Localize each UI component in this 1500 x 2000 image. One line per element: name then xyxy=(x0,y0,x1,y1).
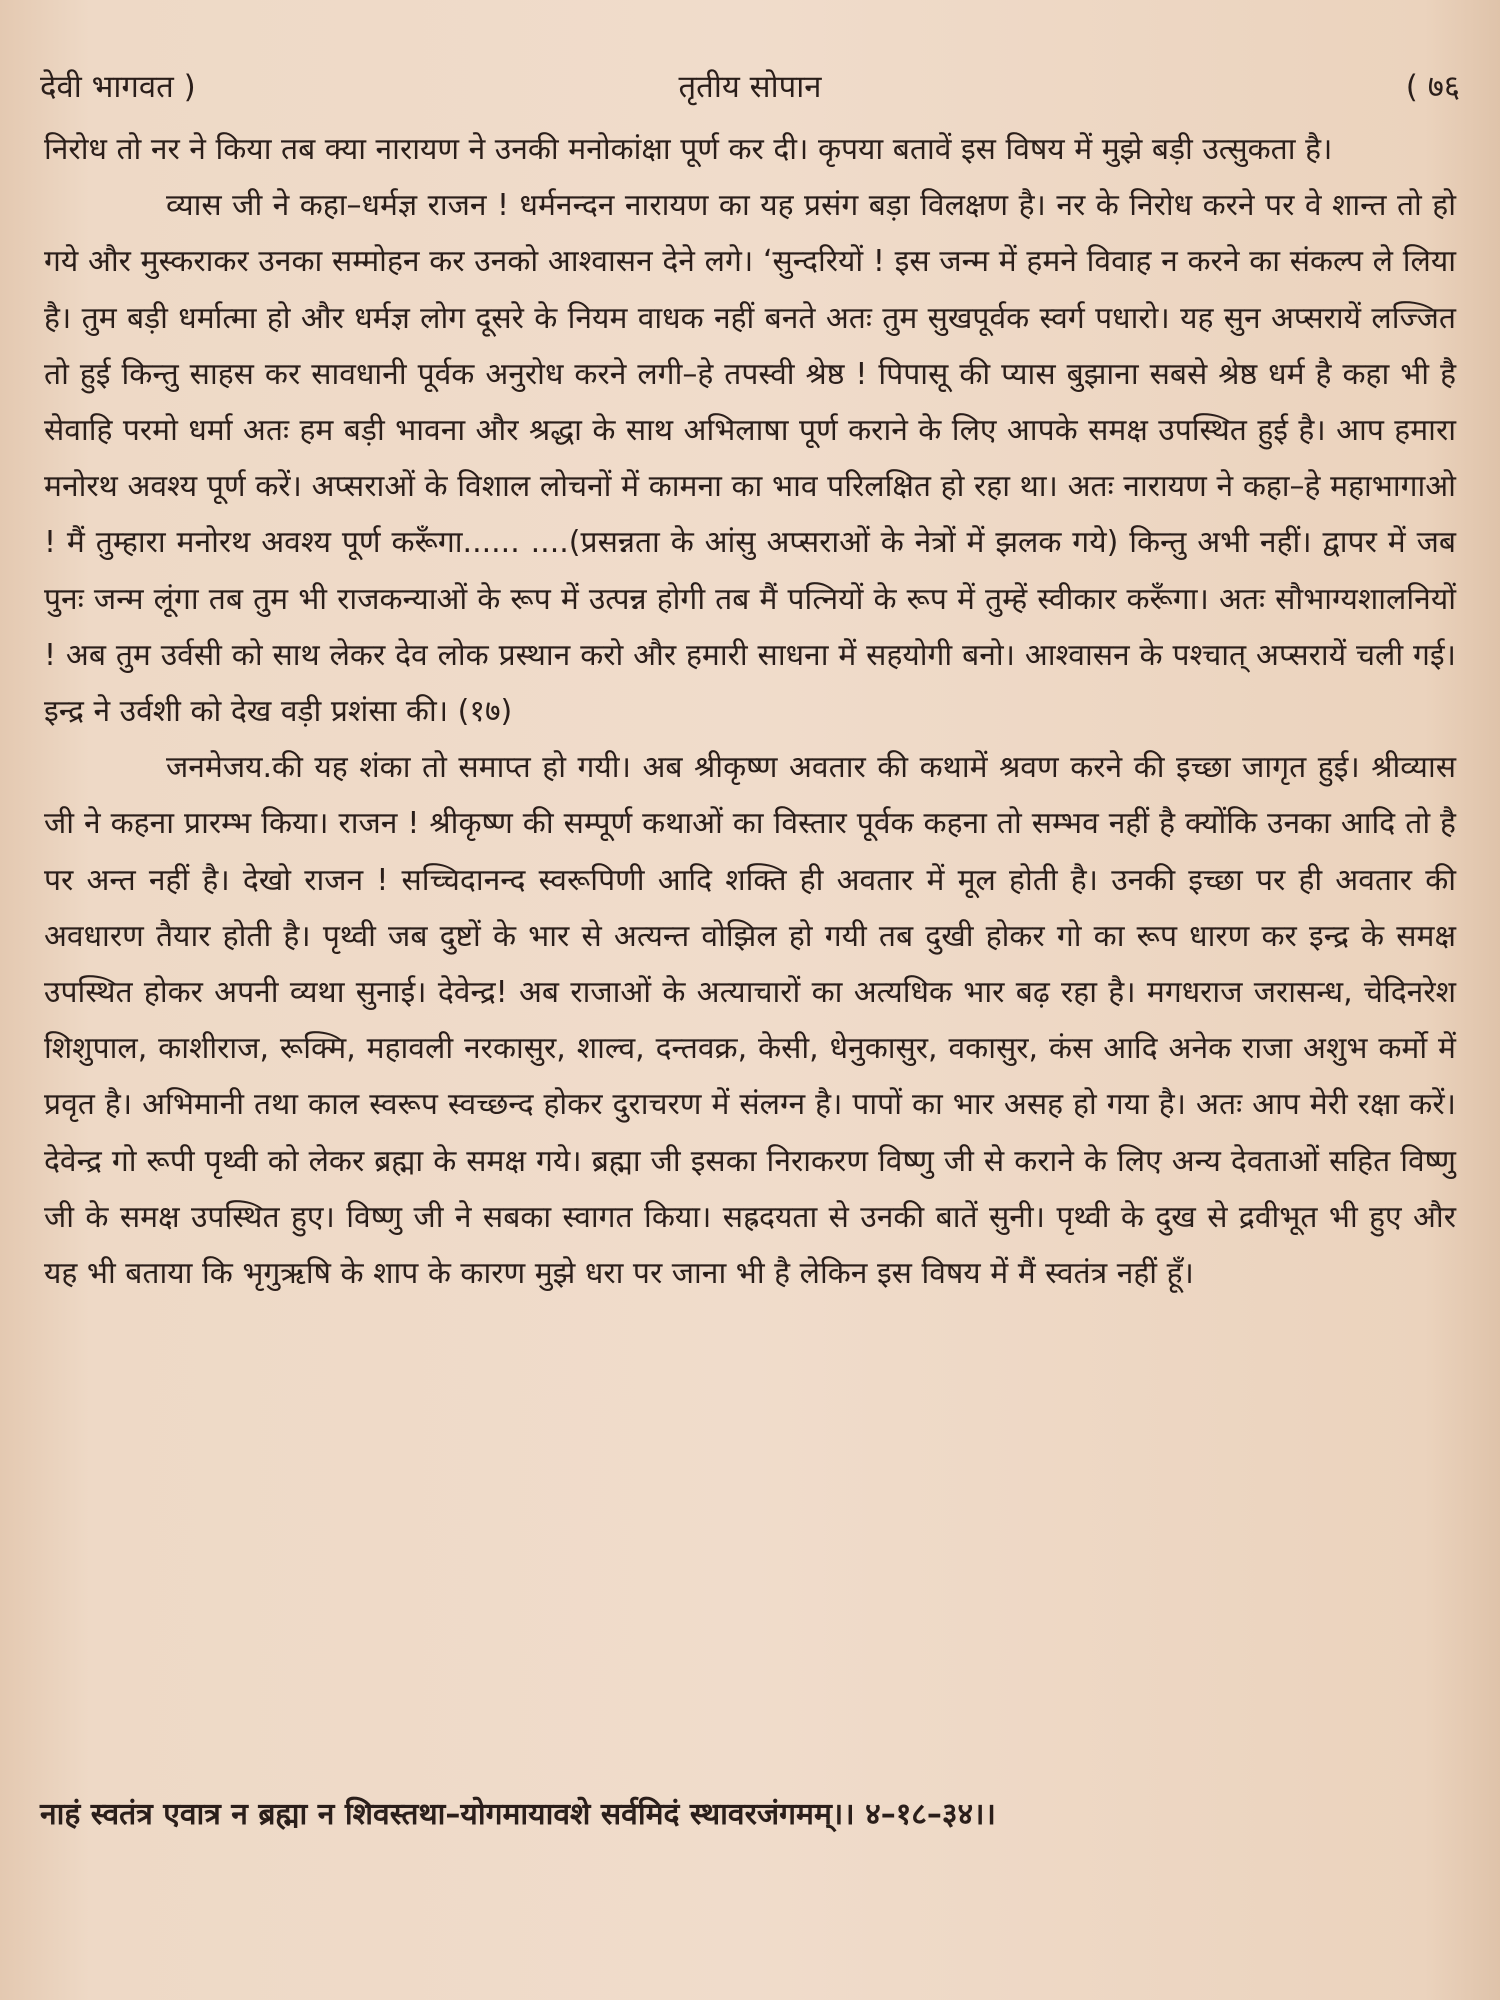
header-book-title: देवी भागवत ) xyxy=(40,69,196,105)
running-header xyxy=(40,62,1460,112)
sanskrit-verse: नाहं स्वतंत्र एवात्र न ब्रह्मा न शिवस्तथा–योगमायावशे सर्वमिदं स्थावरजंगमम्।। ४–१८–३४।। xyxy=(40,1797,996,1832)
paragraph-2: व्यास जी ने कहा–धर्मज्ञ राजन ! धर्मनन्दन नारायण का यह प्रसंग बड़ा विलक्षण है। नर के निरोध करने पर वे शान्त तो हो गये और मुस्कराकर उनका सम्मोहन कर उनको आश्वासन देने लगे। ‘सुन्दरियों ! इस जन्म में हमने विवाह न करने का संकल्प ले लिया है। तुम बड़ी धर्मात्मा हो और धर्मज्ञ लोग दूसरे के नियम वाधक नहीं बनते अतः तुम सुखपूर्वक स्वर्ग पधारो। यह सुन अप्सरायें लज्जित तो हुई किन्तु साहस कर सावधानी पूर्वक अनुरोध करने लगी–हे तपस्वी श्रेष्ठ ! पिपासू की प्यास बुझाना सबसे श्रेष्ठ धर्म है कहा भी है सेवाहि परमो धर्मा अतः हम बड़ी भावना और श्रद्धा के साथ अभिलाषा पूर्ण कराने के लिए आपके समक्ष उपस्थित हुई है। आप हमारा मनोरथ अवश्य पूर्ण करें। अप्सराओं के विशाल लोचनों में कामना का भाव परिलक्षित हो रहा था। अतः नारायण ने कहा–हे महाभागाओ ! मैं तुम्हारा मनोरथ अवश्य पूर्ण करूँगा...... ....(प्रसन्नता के आंसु अप्सराओं के नेत्रों में झलक गये) किन्तु अभी नहीं। द्वापर में जब पुनः जन्म लूंगा तब तुम भी राजकन्याओं के रूप में उत्पन्न होगी तब मैं पत्नियों के रूप में तुम्हें स्वीकार करूँगा। अतः सौभाग्यशालनियों ! अब तुम उर्वसी को साथ लेकर देव लोक प्रस्थान करो और हमारी साधना में सहयोगी बनो। आश्वासन के पश्चात् अप्सरायें चली गई। इन्द्र ने उर्वशी को देख वड़ी प्रशंसा की। (१७) xyxy=(44,188,1456,730)
body-text xyxy=(44,122,1456,1302)
paragraph-1: निरोध तो नर ने किया तब क्या नारायण ने उनकी मनोकांक्षा पूर्ण कर दी। कृपया बतावें इस विषय में मुझे बड़ी उत्सुकता है। xyxy=(44,132,1333,167)
paragraph-3: जनमेजय.की यह शंका तो समाप्त हो गयी। अब श्रीकृष्ण अवतार की कथामें श्रवण करने की इच्छा जागृत हुई। श्रीव्यास जी ने कहना प्रारम्भ किया। राजन ! श्रीकृष्ण की सम्पूर्ण कथाओं का विस्तार पूर्वक कहना तो सम्भव नहीं है क्योंकि उनका आदि तो है पर अन्त नहीं है। देखो राजन ! सच्चिदानन्द स्वरूपिणी आदि शक्ति ही अवतार में मूल होती है। उनकी इच्छा पर ही अवतार की अवधारण तैयार होती है। पृथ्वी जब दुष्टों के भार से अत्यन्त वोझिल हो गयी तब दुखी होकर गो का रूप धारण कर इन्द्र के समक्ष उपस्थित होकर अपनी व्यथा सुनाई। देवेन्द्र! अब राजाओं के अत्याचारों का अत्यधिक भार बढ़ रहा है। मगधराज जरासन्ध, चेदिनरेश शिशुपाल, काशीराज, रूक्मि, महावली नरकासुर, शाल्व, दन्तवक्र, केसी, धेनुकासुर, वकासुर, कंस आदि अनेक राजा अशुभ कर्मो में प्रवृत है। अभिमानी तथा काल स्वरूप स्वच्छन्द होकर दुराचरण में संलग्न है। पापों का भार असह हो गया है। अतः आप मेरी रक्षा करें। देवेन्द्र गो रूपी पृथ्वी को लेकर ब्रह्मा के समक्ष गये। ब्रह्मा जी इसका निराकरण विष्णु जी से कराने के लिए अन्य देवताओं सहित विष्णु जी के समक्ष उपस्थित हुए। विष्णु जी ने सबका स्वागत किया। सह्रदयता से उनकी बातें सुनी। पृथ्वी के दुख से द्रवीभूत भी हुए और यह भी बताया कि भृगुऋषि के शाप के कारण मुझे धरा पर जाना भी है लेकिन इस विषय में मैं स्वतंत्र नहीं हूँ। xyxy=(44,750,1456,1292)
header-chapter-title: तृतीय सोपान xyxy=(678,69,822,105)
header-page-number: ( ७६ xyxy=(1405,69,1460,105)
